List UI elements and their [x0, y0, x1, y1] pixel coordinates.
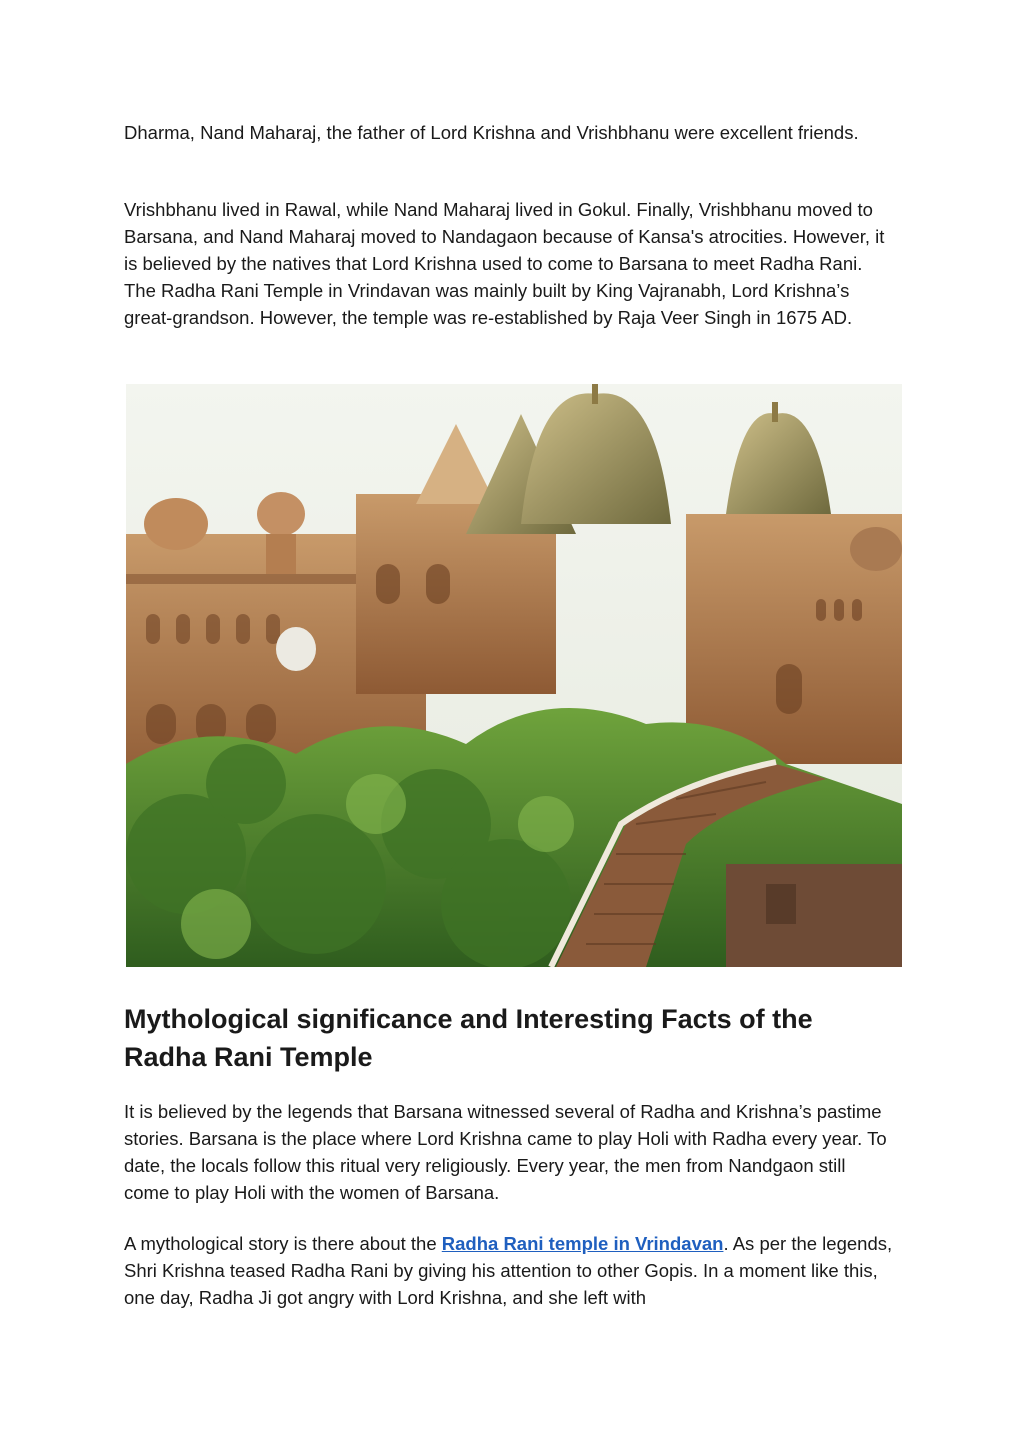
temple-photo [126, 384, 902, 967]
story-text-before-link: A mythological story is there about the [124, 1233, 442, 1254]
paragraph-legends: It is believed by the legends that Barsana witnessed several of Radha and Krishna’s pastime stories. Barsana is the place where Lord Krishna came to play Holi with Radha every year. To date, the locals follow this ritual very religiously. Every year, the men from Nandgaon still come to play Holi with the women of Barsana. [124, 1101, 887, 1203]
paragraph-history: Vrishbhanu lived in Rawal, while Nand Maharaj lived in Gokul. Finally, Vrishbhanu moved to Barsana, and Nand Maharaj moved to Nandagaon because of Kansa's atrocities. However, it is believed by the natives that Lord Krishna used to come to Barsana to meet Radha Rani. The Radha Rani Temple in Vrindavan was mainly built by King Vajranabh, Lord Krishna’s great-grandson. However, the temple was re-established by Raja Veer Singh in 1675 AD. [124, 199, 885, 328]
story-text-after-link: . As per the legends, Shri Krishna teased Radha Rani by giving his attention to other Gopis. In a moment like this, one day, Radha Ji got angry with Lord Krishna, and she left with [124, 1233, 893, 1308]
paragraph-intro: Dharma, Nand Maharaj, the father of Lord Krishna and Vrishbhanu were excellent friends. [124, 122, 859, 143]
radha-rani-temple-link[interactable]: Radha Rani temple in Vrindavan [441, 1233, 724, 1254]
section-heading: Mythological significance and Interesting Facts of the Radha Rani Temple [124, 1004, 813, 1072]
paragraph-story [124, 1230, 894, 1311]
